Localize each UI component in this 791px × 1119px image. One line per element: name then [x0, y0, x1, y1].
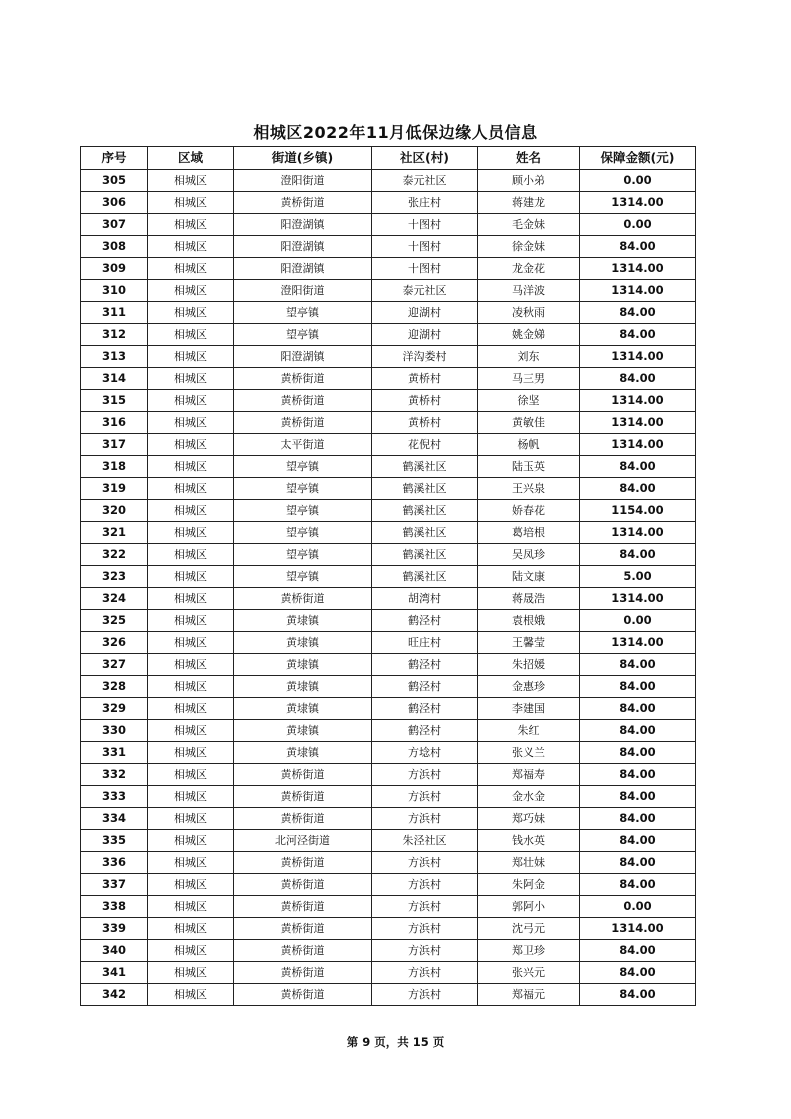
name-cell: 郑福元	[478, 984, 580, 1006]
table-row	[81, 566, 696, 588]
street-cell: 阳澄湖镇	[234, 258, 372, 280]
index-cell: 313	[81, 346, 148, 368]
index-cell: 324	[81, 588, 148, 610]
community-cell: 方浜村	[372, 962, 478, 984]
name-cell: 郑福寿	[478, 764, 580, 786]
community-cell: 黄桥村	[372, 368, 478, 390]
name-cell: 黄敏佳	[478, 412, 580, 434]
amount-cell: 84.00	[580, 874, 696, 896]
table-row	[81, 830, 696, 852]
index-cell: 308	[81, 236, 148, 258]
table-row	[81, 258, 696, 280]
district-cell: 相城区	[148, 236, 234, 258]
index-cell: 340	[81, 940, 148, 962]
name-cell: 袁根娥	[478, 610, 580, 632]
name-cell: 龙金花	[478, 258, 580, 280]
name-cell: 吴凤珍	[478, 544, 580, 566]
name-cell: 朱红	[478, 720, 580, 742]
name-cell: 李建国	[478, 698, 580, 720]
table-row	[81, 896, 696, 918]
street-cell: 望亭镇	[234, 324, 372, 346]
street-cell: 太平街道	[234, 434, 372, 456]
community-cell: 迎湖村	[372, 324, 478, 346]
name-cell: 朱招媛	[478, 654, 580, 676]
street-cell: 黄埭镇	[234, 720, 372, 742]
table-row	[81, 720, 696, 742]
table-row	[81, 500, 696, 522]
street-cell: 望亭镇	[234, 456, 372, 478]
amount-cell: 84.00	[580, 742, 696, 764]
column-header-district: 区域	[148, 147, 234, 170]
amount-cell: 84.00	[580, 654, 696, 676]
district-cell: 相城区	[148, 698, 234, 720]
street-cell: 黄桥街道	[234, 588, 372, 610]
table-row	[81, 918, 696, 940]
street-cell: 望亭镇	[234, 478, 372, 500]
index-cell: 312	[81, 324, 148, 346]
table-row	[81, 522, 696, 544]
index-cell: 332	[81, 764, 148, 786]
table-row	[81, 280, 696, 302]
index-cell: 305	[81, 170, 148, 192]
district-cell: 相城区	[148, 258, 234, 280]
community-cell: 方浜村	[372, 852, 478, 874]
table-row	[81, 632, 696, 654]
index-cell: 328	[81, 676, 148, 698]
index-cell: 327	[81, 654, 148, 676]
community-cell: 十图村	[372, 258, 478, 280]
district-cell: 相城区	[148, 852, 234, 874]
street-cell: 澄阳街道	[234, 170, 372, 192]
table-row	[81, 170, 696, 192]
community-cell: 泰元社区	[372, 280, 478, 302]
name-cell: 郑壮妹	[478, 852, 580, 874]
amount-cell: 84.00	[580, 302, 696, 324]
amount-cell: 84.00	[580, 544, 696, 566]
community-cell: 鹤溪社区	[372, 456, 478, 478]
name-cell: 顾小弟	[478, 170, 580, 192]
table-row	[81, 544, 696, 566]
district-cell: 相城区	[148, 192, 234, 214]
name-cell: 钱水英	[478, 830, 580, 852]
street-cell: 黄桥街道	[234, 984, 372, 1006]
column-header-index: 序号	[81, 147, 148, 170]
community-cell: 十图村	[372, 236, 478, 258]
table-row	[81, 698, 696, 720]
district-cell: 相城区	[148, 984, 234, 1006]
amount-cell: 84.00	[580, 940, 696, 962]
amount-cell: 84.00	[580, 852, 696, 874]
community-cell: 方浜村	[372, 808, 478, 830]
index-cell: 325	[81, 610, 148, 632]
table-row	[81, 302, 696, 324]
name-cell: 葛培根	[478, 522, 580, 544]
index-cell: 330	[81, 720, 148, 742]
index-cell: 336	[81, 852, 148, 874]
column-header-amount: 保障金额(元)	[580, 147, 696, 170]
community-cell: 十图村	[372, 214, 478, 236]
street-cell: 黄埭镇	[234, 610, 372, 632]
index-cell: 321	[81, 522, 148, 544]
index-cell: 341	[81, 962, 148, 984]
index-cell: 333	[81, 786, 148, 808]
amount-cell: 1314.00	[580, 588, 696, 610]
district-cell: 相城区	[148, 390, 234, 412]
community-cell: 方浜村	[372, 874, 478, 896]
name-cell: 郑巧妹	[478, 808, 580, 830]
table-row	[81, 874, 696, 896]
district-cell: 相城区	[148, 874, 234, 896]
community-cell: 方浜村	[372, 918, 478, 940]
table-row	[81, 192, 696, 214]
amount-cell: 1314.00	[580, 918, 696, 940]
community-cell: 方浜村	[372, 786, 478, 808]
street-cell: 黄埭镇	[234, 676, 372, 698]
street-cell: 阳澄湖镇	[234, 346, 372, 368]
index-cell: 342	[81, 984, 148, 1006]
amount-cell: 0.00	[580, 214, 696, 236]
amount-cell: 1154.00	[580, 500, 696, 522]
index-cell: 334	[81, 808, 148, 830]
community-cell: 方浜村	[372, 764, 478, 786]
table-row	[81, 236, 696, 258]
table-row	[81, 940, 696, 962]
community-cell: 旺庄村	[372, 632, 478, 654]
table-row	[81, 742, 696, 764]
name-cell: 徐金妹	[478, 236, 580, 258]
street-cell: 望亭镇	[234, 302, 372, 324]
district-cell: 相城区	[148, 720, 234, 742]
table-row	[81, 324, 696, 346]
district-cell: 相城区	[148, 940, 234, 962]
street-cell: 黄桥街道	[234, 918, 372, 940]
street-cell: 黄桥街道	[234, 390, 372, 412]
table-row	[81, 984, 696, 1006]
street-cell: 黄桥街道	[234, 412, 372, 434]
amount-cell: 1314.00	[580, 258, 696, 280]
district-cell: 相城区	[148, 302, 234, 324]
amount-cell: 84.00	[580, 962, 696, 984]
table-row	[81, 390, 696, 412]
community-cell: 胡湾村	[372, 588, 478, 610]
name-cell: 王兴泉	[478, 478, 580, 500]
amount-cell: 0.00	[580, 896, 696, 918]
index-cell: 329	[81, 698, 148, 720]
amount-cell: 1314.00	[580, 390, 696, 412]
community-cell: 方浜村	[372, 984, 478, 1006]
amount-cell: 84.00	[580, 368, 696, 390]
street-cell: 黄桥街道	[234, 962, 372, 984]
district-cell: 相城区	[148, 456, 234, 478]
index-cell: 338	[81, 896, 148, 918]
district-cell: 相城区	[148, 170, 234, 192]
amount-cell: 1314.00	[580, 346, 696, 368]
name-cell: 姚金娣	[478, 324, 580, 346]
name-cell: 金惠珍	[478, 676, 580, 698]
street-cell: 望亭镇	[234, 544, 372, 566]
index-cell: 306	[81, 192, 148, 214]
street-cell: 黄桥街道	[234, 940, 372, 962]
community-cell: 鹤溪社区	[372, 478, 478, 500]
district-cell: 相城区	[148, 962, 234, 984]
index-cell: 317	[81, 434, 148, 456]
index-cell: 331	[81, 742, 148, 764]
name-cell: 毛金妹	[478, 214, 580, 236]
amount-cell: 84.00	[580, 236, 696, 258]
amount-cell: 84.00	[580, 808, 696, 830]
name-cell: 陆玉英	[478, 456, 580, 478]
amount-cell: 5.00	[580, 566, 696, 588]
district-cell: 相城区	[148, 566, 234, 588]
table-row	[81, 588, 696, 610]
amount-cell: 84.00	[580, 830, 696, 852]
index-cell: 322	[81, 544, 148, 566]
name-cell: 娇春花	[478, 500, 580, 522]
table-row	[81, 368, 696, 390]
district-cell: 相城区	[148, 412, 234, 434]
district-cell: 相城区	[148, 324, 234, 346]
district-cell: 相城区	[148, 918, 234, 940]
amount-cell: 84.00	[580, 478, 696, 500]
index-cell: 315	[81, 390, 148, 412]
street-cell: 黄埭镇	[234, 654, 372, 676]
column-header-name: 姓名	[478, 147, 580, 170]
street-cell: 望亭镇	[234, 522, 372, 544]
name-cell: 郑卫珍	[478, 940, 580, 962]
street-cell: 黄桥街道	[234, 786, 372, 808]
district-cell: 相城区	[148, 346, 234, 368]
name-cell: 陆文康	[478, 566, 580, 588]
community-cell: 迎湖村	[372, 302, 478, 324]
district-cell: 相城区	[148, 632, 234, 654]
name-cell: 王馨莹	[478, 632, 580, 654]
street-cell: 望亭镇	[234, 500, 372, 522]
community-cell: 洋沟娄村	[372, 346, 478, 368]
district-cell: 相城区	[148, 654, 234, 676]
district-cell: 相城区	[148, 368, 234, 390]
name-cell: 张兴元	[478, 962, 580, 984]
table-row	[81, 346, 696, 368]
table-row	[81, 654, 696, 676]
index-cell: 326	[81, 632, 148, 654]
amount-cell: 0.00	[580, 170, 696, 192]
index-cell: 323	[81, 566, 148, 588]
amount-cell: 84.00	[580, 984, 696, 1006]
street-cell: 澄阳街道	[234, 280, 372, 302]
street-cell: 黄埭镇	[234, 698, 372, 720]
name-cell: 张义兰	[478, 742, 580, 764]
table-row	[81, 786, 696, 808]
street-cell: 黄桥街道	[234, 852, 372, 874]
index-cell: 318	[81, 456, 148, 478]
amount-cell: 1314.00	[580, 280, 696, 302]
community-cell: 鹤溪社区	[372, 544, 478, 566]
recipient-table	[80, 146, 696, 1006]
amount-cell: 1314.00	[580, 434, 696, 456]
name-cell: 郭阿小	[478, 896, 580, 918]
district-cell: 相城区	[148, 588, 234, 610]
column-header-community: 社区(村)	[372, 147, 478, 170]
index-cell: 309	[81, 258, 148, 280]
community-cell: 方埝村	[372, 742, 478, 764]
table-row	[81, 764, 696, 786]
community-cell: 张庄村	[372, 192, 478, 214]
district-cell: 相城区	[148, 610, 234, 632]
index-cell: 339	[81, 918, 148, 940]
district-cell: 相城区	[148, 808, 234, 830]
district-cell: 相城区	[148, 764, 234, 786]
community-cell: 鹤泾村	[372, 654, 478, 676]
name-cell: 徐坚	[478, 390, 580, 412]
name-cell: 马洋波	[478, 280, 580, 302]
name-cell: 马三男	[478, 368, 580, 390]
table-row	[81, 434, 696, 456]
community-cell: 泰元社区	[372, 170, 478, 192]
amount-cell: 84.00	[580, 676, 696, 698]
table-header-row	[81, 147, 696, 170]
community-cell: 黄桥村	[372, 390, 478, 412]
community-cell: 花倪村	[372, 434, 478, 456]
table-row	[81, 456, 696, 478]
community-cell: 黄桥村	[372, 412, 478, 434]
street-cell: 阳澄湖镇	[234, 236, 372, 258]
name-cell: 刘东	[478, 346, 580, 368]
page-footer: 第 9 页，共 15 页	[346, 1035, 445, 1049]
district-cell: 相城区	[148, 500, 234, 522]
name-cell: 凌秋雨	[478, 302, 580, 324]
district-cell: 相城区	[148, 676, 234, 698]
table-row	[81, 808, 696, 830]
name-cell: 蒋建龙	[478, 192, 580, 214]
table-row	[81, 412, 696, 434]
table-body	[81, 170, 696, 1006]
index-cell: 314	[81, 368, 148, 390]
document-title: 相城区2022年11月低保边缘人员信息	[253, 123, 538, 142]
index-cell: 319	[81, 478, 148, 500]
community-cell: 鹤泾村	[372, 720, 478, 742]
table-row	[81, 214, 696, 236]
table-row	[81, 962, 696, 984]
community-cell: 方浜村	[372, 896, 478, 918]
street-cell: 黄桥街道	[234, 368, 372, 390]
amount-cell: 84.00	[580, 720, 696, 742]
community-cell: 方浜村	[372, 940, 478, 962]
amount-cell: 1314.00	[580, 632, 696, 654]
name-cell: 杨帆	[478, 434, 580, 456]
index-cell: 320	[81, 500, 148, 522]
index-cell: 337	[81, 874, 148, 896]
amount-cell: 84.00	[580, 698, 696, 720]
table-row	[81, 610, 696, 632]
street-cell: 黄埭镇	[234, 632, 372, 654]
district-cell: 相城区	[148, 896, 234, 918]
index-cell: 335	[81, 830, 148, 852]
amount-cell: 84.00	[580, 786, 696, 808]
name-cell: 朱阿金	[478, 874, 580, 896]
district-cell: 相城区	[148, 434, 234, 456]
community-cell: 鹤溪社区	[372, 566, 478, 588]
district-cell: 相城区	[148, 280, 234, 302]
community-cell: 鹤泾村	[372, 698, 478, 720]
amount-cell: 84.00	[580, 324, 696, 346]
amount-cell: 84.00	[580, 764, 696, 786]
street-cell: 望亭镇	[234, 566, 372, 588]
street-cell: 黄桥街道	[234, 192, 372, 214]
community-cell: 鹤溪社区	[372, 522, 478, 544]
community-cell: 朱泾社区	[372, 830, 478, 852]
amount-cell: 84.00	[580, 456, 696, 478]
name-cell: 沈弓元	[478, 918, 580, 940]
street-cell: 北河泾街道	[234, 830, 372, 852]
street-cell: 阳澄湖镇	[234, 214, 372, 236]
index-cell: 311	[81, 302, 148, 324]
street-cell: 黄桥街道	[234, 896, 372, 918]
amount-cell: 1314.00	[580, 192, 696, 214]
name-cell: 金水金	[478, 786, 580, 808]
district-cell: 相城区	[148, 478, 234, 500]
district-cell: 相城区	[148, 742, 234, 764]
street-cell: 黄桥街道	[234, 764, 372, 786]
amount-cell: 1314.00	[580, 522, 696, 544]
district-cell: 相城区	[148, 544, 234, 566]
district-cell: 相城区	[148, 214, 234, 236]
table-row	[81, 852, 696, 874]
amount-cell: 1314.00	[580, 412, 696, 434]
name-cell: 蒋晟浩	[478, 588, 580, 610]
index-cell: 316	[81, 412, 148, 434]
community-cell: 鹤溪社区	[372, 500, 478, 522]
table-row	[81, 478, 696, 500]
index-cell: 307	[81, 214, 148, 236]
district-cell: 相城区	[148, 830, 234, 852]
table-row	[81, 676, 696, 698]
street-cell: 黄桥街道	[234, 808, 372, 830]
street-cell: 黄埭镇	[234, 742, 372, 764]
community-cell: 鹤泾村	[372, 676, 478, 698]
index-cell: 310	[81, 280, 148, 302]
column-header-street: 街道(乡镇)	[234, 147, 372, 170]
community-cell: 鹤泾村	[372, 610, 478, 632]
district-cell: 相城区	[148, 522, 234, 544]
amount-cell: 0.00	[580, 610, 696, 632]
district-cell: 相城区	[148, 786, 234, 808]
street-cell: 黄桥街道	[234, 874, 372, 896]
